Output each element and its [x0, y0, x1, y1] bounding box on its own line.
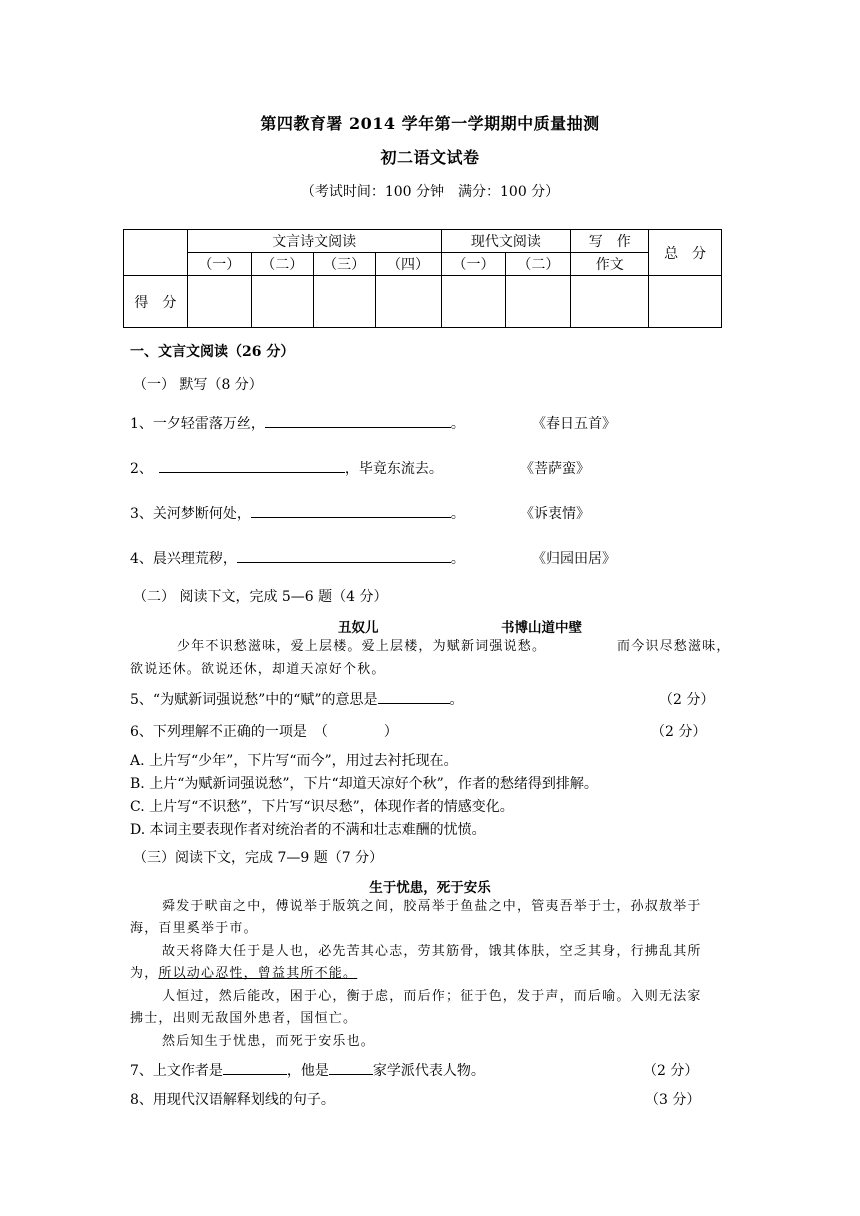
question-7: 7、上文作者是 ，他是 家学派代表人物。 — [130, 1060, 485, 1080]
question-6: 6、下列理解不正确的一项是 （ ） — [130, 724, 398, 740]
score-cell[interactable] — [506, 276, 571, 328]
score-cell[interactable] — [187, 276, 251, 328]
question-1-source: 《春日五首》 — [532, 416, 616, 432]
answer-blank[interactable] — [378, 689, 450, 704]
answer-blank[interactable] — [251, 503, 451, 518]
question-4-source: 《归园田居》 — [532, 551, 616, 567]
question-4: 4、晨兴理荒秽， 。 — [130, 548, 465, 568]
passage-line: 拂士，出则无敌国外患者，国恒亡。 — [130, 1011, 358, 1026]
poem-line: 少年不识愁滋味，爱上层楼。爱上层楼，为赋新词强说愁。 — [177, 639, 547, 654]
poem-line: 欲说还休。欲说还休，却道天凉好个秋。 — [130, 662, 386, 677]
question-2: 2、 ，毕竟东流去。 — [130, 458, 443, 478]
score-cell[interactable] — [251, 276, 313, 328]
part-heading: （二） 阅读下文，完成 5—6 题（4 分） — [133, 589, 388, 605]
score-cell[interactable] — [571, 276, 649, 328]
table-sub-header: （三） — [313, 253, 375, 276]
passage-line: 人恒过，然后能改，困于心，衡于虑，而后作；征于色，发于声，而后喻。入则无法家 — [162, 989, 702, 1004]
underlined-sentence: 所以动心忍性，曾益其所不能。 — [158, 966, 358, 981]
passage-line: 然后知生于忧患，而死于安乐也。 — [162, 1034, 376, 1049]
answer-blank[interactable] — [265, 413, 451, 428]
question-2-source: 《菩萨蛮》 — [520, 461, 590, 477]
option-b: B. 上片“为赋新词强说愁”，下片“却道天凉好个秋”，作者的愁绪得到排解。 — [130, 776, 598, 792]
poem-title: 丑奴儿 — [338, 620, 379, 636]
passage-line: 舜发于畎亩之中，傅说举于版筑之间，胶鬲举于鱼盐之中，管夷吾举于士，孙叔敖举于 — [162, 899, 702, 914]
question-8: 8、用现代汉语解释划线的句子。 — [130, 1092, 335, 1108]
table-header-writing: 写 作 — [571, 230, 649, 253]
passage-title: 生于忧患，死于安乐 — [369, 880, 491, 896]
exam-subtitle: 初二语文试卷 — [380, 148, 480, 167]
part-heading: （一） 默写（8 分） — [133, 377, 263, 393]
passage-line: 海，百里奚举于市。 — [130, 921, 258, 936]
table-sub-header: （二） — [251, 253, 313, 276]
answer-blank[interactable] — [159, 458, 345, 473]
score-cell[interactable] — [375, 276, 441, 328]
table-corner-cell — [124, 230, 188, 276]
table-row-label: 得 分 — [124, 276, 188, 328]
passage-line: 故天将降大任于是人也，必先苦其心志，劳其筋骨，饿其体肤，空乏其身，行拂乱其所 — [162, 944, 702, 959]
option-a: A. 上片写“少年”，下片写“而今”，用过去衬托现在。 — [130, 753, 458, 769]
passage-line: 为，所以动心忍性，曾益其所不能。 — [130, 966, 358, 981]
question-5: 5、“为赋新词强说愁”中的“赋”的意思是 。 — [130, 689, 464, 709]
table-sub-header: （四） — [375, 253, 441, 276]
score-cell[interactable] — [313, 276, 375, 328]
poem-line: 而今识尽愁滋味， — [617, 639, 731, 654]
table-sub-header: （二） — [506, 253, 571, 276]
question-3-source: 《诉衷情》 — [520, 506, 590, 522]
question-3: 3、关河梦断何处， 。 — [130, 503, 465, 523]
part-heading: （三）阅读下文，完成 7—9 题（7 分） — [133, 850, 384, 866]
score-table — [123, 229, 722, 328]
poem-subtitle: 书博山道中壁 — [501, 620, 582, 636]
table-sub-header: 作文 — [571, 253, 649, 276]
question-score: （2 分） — [659, 692, 715, 708]
exam-title: 第四教育署 2014 学年第一学期期中质量抽测 — [260, 114, 600, 133]
option-d: D. 本词主要表现作者对统治者的不满和壮志难酬的忧愤。 — [130, 822, 486, 838]
table-header-modern: 现代文阅读 — [441, 230, 571, 253]
answer-blank[interactable] — [329, 1060, 373, 1075]
table-sub-header: （一） — [187, 253, 251, 276]
answer-blank[interactable] — [237, 548, 451, 563]
table-sub-header: （一） — [441, 253, 506, 276]
score-cell[interactable] — [649, 276, 722, 328]
score-cell[interactable] — [441, 276, 506, 328]
question-score: （2 分） — [643, 1063, 699, 1079]
option-c: C. 上片写“不识愁”，下片写“识尽愁”，体现作者的情感变化。 — [130, 799, 514, 815]
table-header-total: 总 分 — [649, 230, 722, 276]
question-1: 1、一夕轻雷落万丝， 。 — [130, 413, 465, 433]
table-header-classical: 文言诗文阅读 — [187, 230, 441, 253]
exam-info: （考试时间：100 分钟 满分：100 分） — [300, 184, 560, 200]
question-score: （2 分） — [651, 724, 707, 740]
section-heading: 一、文言文阅读（26 分） — [130, 344, 295, 360]
answer-blank[interactable] — [223, 1060, 287, 1075]
question-score: （3 分） — [645, 1092, 701, 1108]
